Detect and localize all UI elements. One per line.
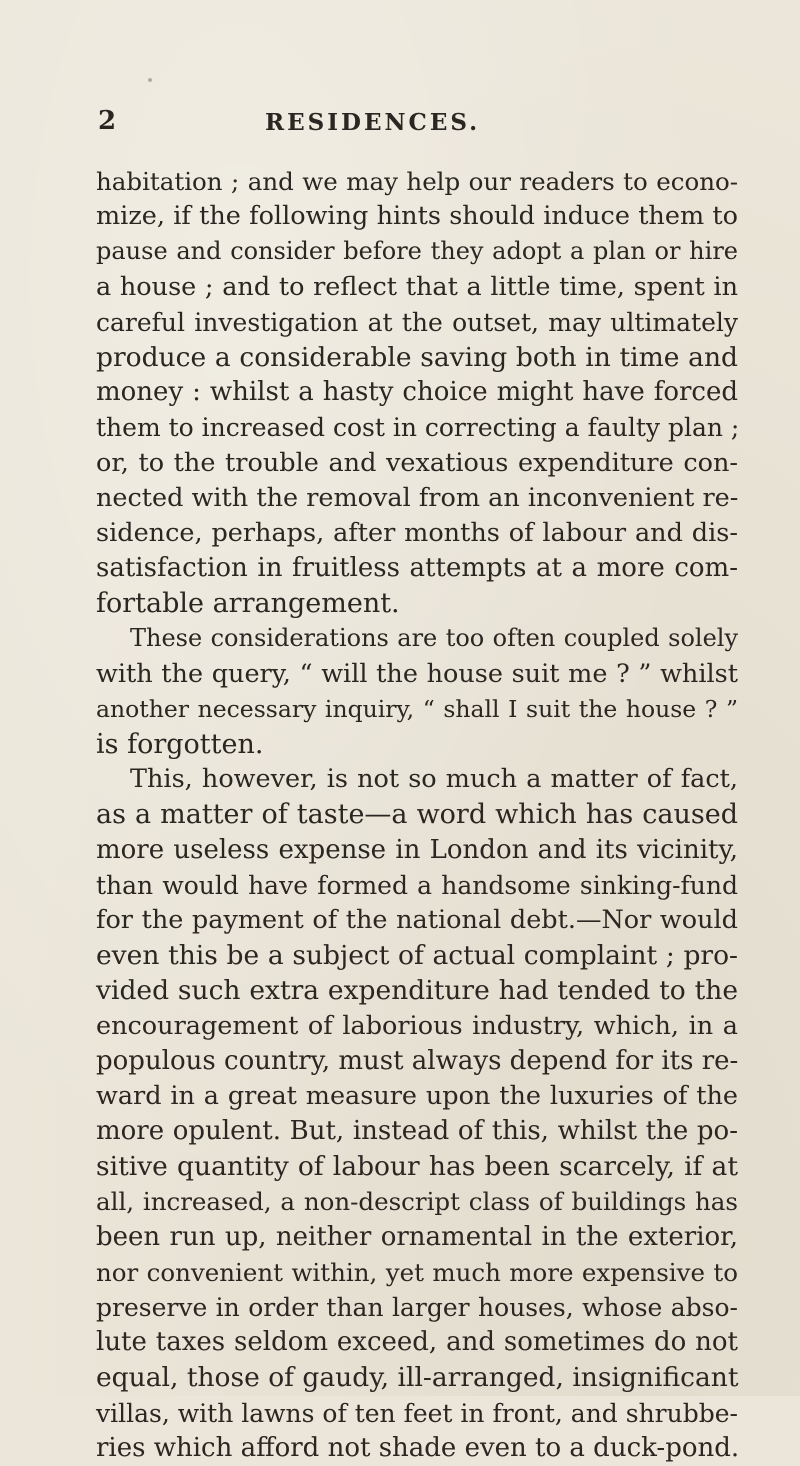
text-line: for the payment of the national debt.—Nor would (96, 904, 738, 935)
text-line: mize, if the following hints should induce them to (96, 201, 738, 232)
paragraph-start-line: This, however, is not so much a matter of fact, (130, 764, 738, 795)
text-line: satisfaction in fruitless attempts at a more com- (96, 553, 738, 584)
text-line: all, increased, a non-descript class of buildings has (96, 1187, 738, 1217)
text-line: a house ; and to reflect that a little time, spent in (96, 271, 738, 302)
text-line: money : whilst a hasty choice might have forced (96, 377, 738, 408)
paragraph-end-line: fortable arrangement. (96, 588, 400, 620)
ink-speck (148, 78, 152, 82)
text-line: more useless expense in London and its vicinity, (96, 834, 738, 865)
text-line: or, to the trouble and vexatious expenditure con- (96, 447, 738, 478)
text-line: produce a considerable saving both in time and (96, 341, 738, 373)
text-line: sitive quantity of labour has been scarcely, if at (96, 1151, 738, 1183)
text-line: ward in a great measure upon the luxuries of the (96, 1080, 738, 1111)
text-line: more opulent. But, instead of this, whilst the po- (96, 1116, 738, 1147)
text-line: villas, with lawns of ten feet in front, and shrubbe- (96, 1398, 738, 1428)
text-line: habitation ; and we may help our readers to econo- (96, 167, 738, 196)
running-title: RESIDENCES. (265, 109, 481, 136)
text-line: vided such extra expenditure had tended to the (96, 975, 738, 1007)
page-number: 2 (98, 106, 118, 136)
text-line: as a matter of taste—a word which has caused (96, 799, 738, 831)
text-line: been run up, neither ornamental in the exterior, (96, 1221, 738, 1252)
paragraph-end-line: is forgotten. (96, 729, 264, 760)
text-line: even this be a subject of actual complaint ; pro- (96, 940, 738, 972)
text-line: them to increased cost in correcting a faulty plan ; (96, 413, 740, 443)
body-text (96, 164, 738, 1466)
text-line: preserve in order than larger houses, whose abso- (96, 1293, 738, 1322)
text-line: equal, those of gaudy, ill-arranged, insignificant (96, 1362, 739, 1394)
paragraph-start-line: These considerations are too often coupled solely (130, 624, 738, 653)
paragraph-end-line: ries which afford not shade even to a duck-pond. (96, 1432, 740, 1463)
text-line: careful investigation at the outset, may ultimately (96, 307, 738, 337)
text-line: than would have formed a handsome sinking-fund (96, 870, 738, 900)
text-line: sidence, perhaps, after months of labour and dis- (96, 517, 738, 548)
text-line: pause and consider before they adopt a plan or hire (96, 237, 738, 266)
running-head (0, 106, 800, 146)
text-line: encouragement of laborious industry, which, in a (96, 1010, 738, 1041)
text-line: populous country, must always depend for its re- (96, 1045, 739, 1076)
text-line: nected with the removal from an inconvenient re- (96, 482, 739, 513)
text-line: with the query, “ will the house suit me ? ” whilst (96, 658, 738, 689)
text-line: another necessary inquiry, “ shall I suit the house ? ” (96, 694, 738, 723)
text-line: nor convenient within, yet much more expensive to (96, 1257, 738, 1287)
text-line: lute taxes seldom exceed, and sometimes do not (96, 1327, 738, 1358)
